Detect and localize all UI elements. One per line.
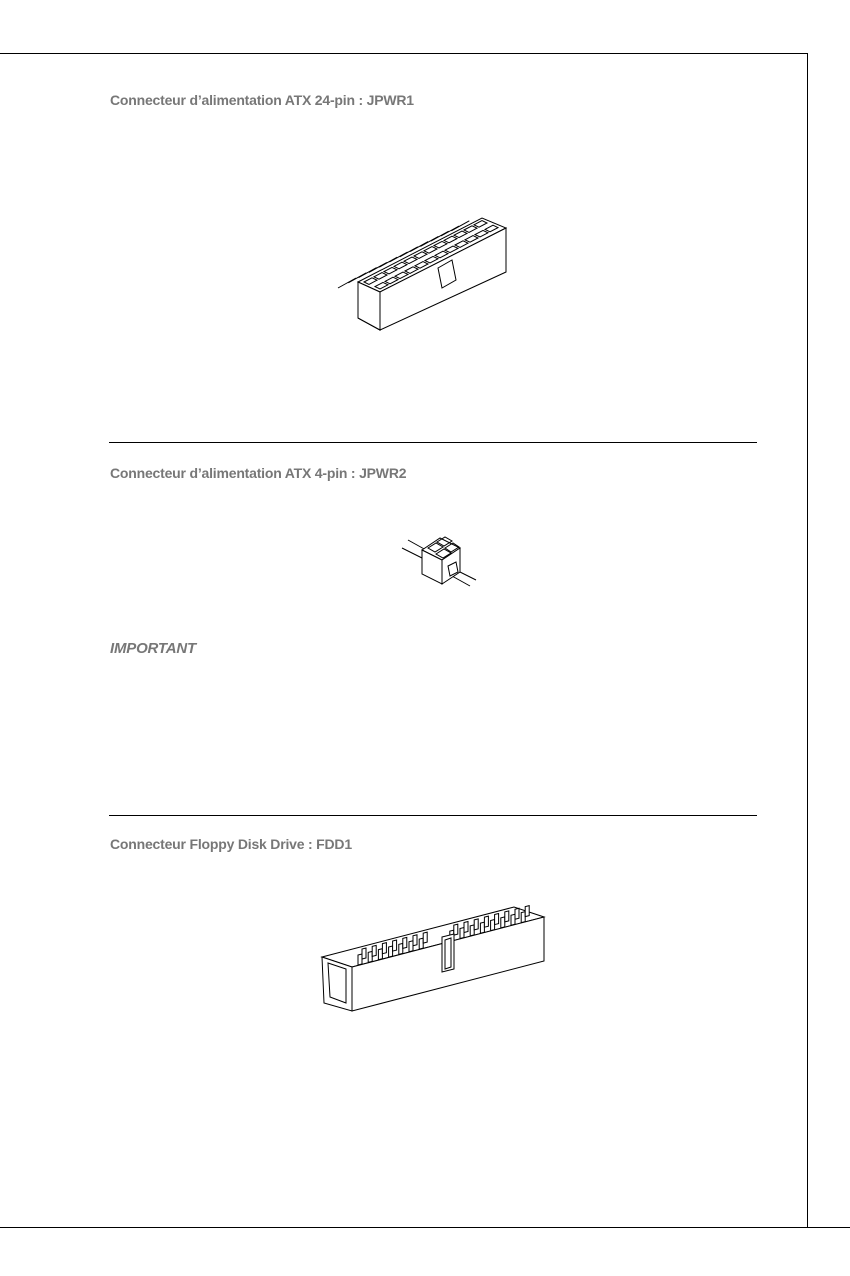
atx-24-pin-connector-icon <box>330 210 530 340</box>
page-frame-bottom <box>0 1227 850 1228</box>
section-heading-jpwr1: Connecteur d’alimentation ATX 24-pin : JPWR1 <box>110 92 414 108</box>
section-divider <box>109 442 757 443</box>
section-divider <box>109 815 757 816</box>
floppy-connector-icon <box>318 905 550 1017</box>
section-heading-fdd1: Connecteur Floppy Disk Drive : FDD1 <box>110 836 352 852</box>
important-heading: IMPORTANT <box>110 640 196 657</box>
atx-4-pin-connector-icon <box>400 532 480 592</box>
section-heading-jpwr2: Connecteur d’alimentation ATX 4-pin : JPWR2 <box>110 465 407 481</box>
page-frame-right <box>807 53 808 1227</box>
page-frame-top <box>0 53 807 54</box>
